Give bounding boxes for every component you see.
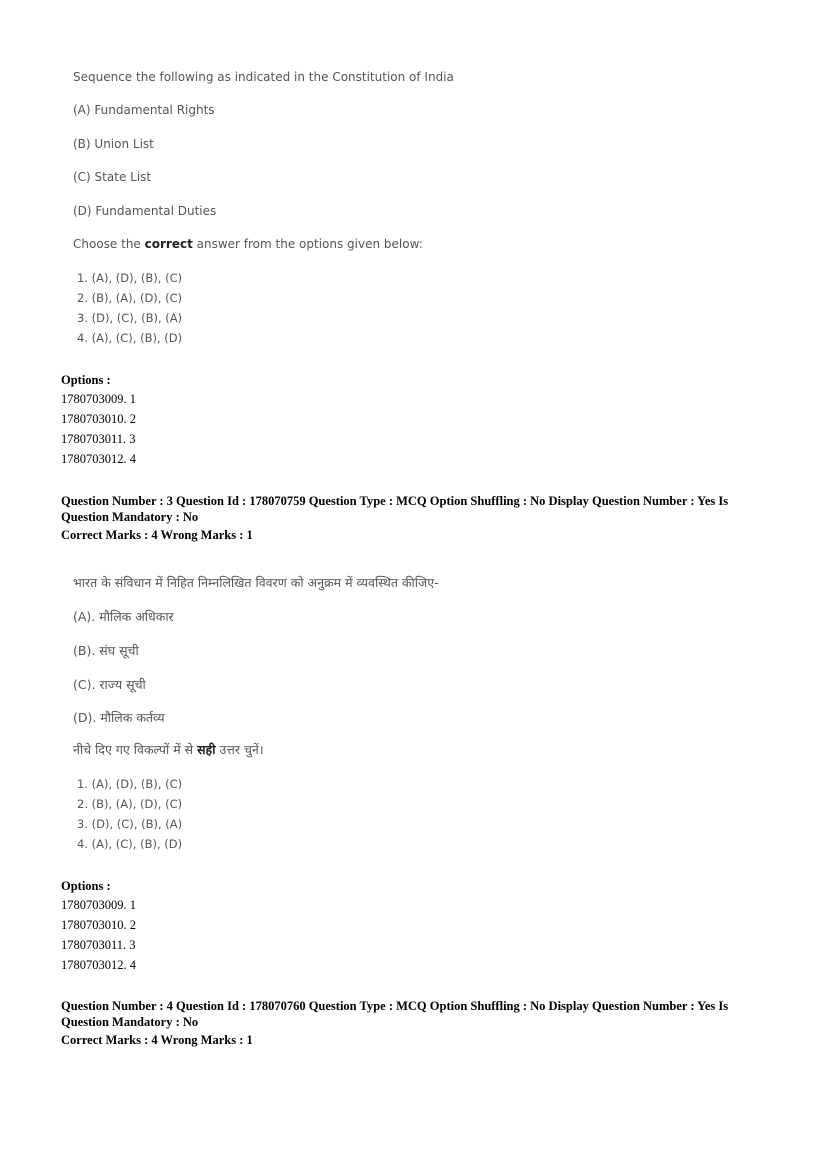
question-4-mandatory: Question Mandatory : No [61,1015,199,1029]
choose-bold: correct [144,237,193,251]
option-id: 1780703009. 1 [61,898,136,912]
option-id: 1780703011. 3 [61,432,136,446]
statement-c: (C) State List [73,170,152,184]
statement-b: (B). संघ सूची [73,643,139,658]
choose-bold: सही [197,742,216,757]
option-id: 1780703012. 4 [61,452,136,466]
option-id: 1780703010. 2 [61,412,136,426]
statement-a: (A). मौलिक अधिकार [73,609,174,624]
options-label: Options : [61,879,111,893]
option-id: 1780703012. 4 [61,958,136,972]
choice-2: 2. (B), (A), (D), (C) [77,797,183,811]
statement-c: (C). राज्य सूची [73,677,146,692]
choose-instruction [73,237,423,251]
question-3-marks: Correct Marks : 4 Wrong Marks : 1 [61,528,253,542]
choice-1: 1. (A), (D), (B), (C) [77,271,183,285]
question-stem: भारत के संविधान में निहित निम्नलिखित विवरण को अनुक्रम में व्यवस्थित कीजिए- [73,575,439,590]
choose-post: answer from the options given below: [192,237,423,251]
options-label: Options : [61,373,111,387]
question-3-mandatory: Question Mandatory : No [61,510,199,524]
option-id: 1780703010. 2 [61,918,136,932]
choose-instruction [73,741,264,758]
question-stem: Sequence the following as indicated in the Constitution of India [73,70,454,84]
choice-4: 4. (A), (C), (B), (D) [77,331,183,345]
statement-d: (D). मौलिक कर्तव्य [73,710,165,725]
choose-pre: Choose the [73,237,145,251]
question-4-marks: Correct Marks : 4 Wrong Marks : 1 [61,1033,253,1047]
question-3-meta: Question Number : 3 Question Id : 178070759 Question Type : MCQ Option Shuffling : No Display Question Number : Yes Is [61,494,729,508]
choice-3: 3. (D), (C), (B), (A) [77,817,183,831]
choose-pre: नीचे दिए गए विकल्पों में से [73,742,198,757]
choice-3: 3. (D), (C), (B), (A) [77,311,183,325]
statement-a: (A) Fundamental Rights [73,103,215,117]
choice-4: 4. (A), (C), (B), (D) [77,837,183,851]
choice-1: 1. (A), (D), (B), (C) [77,777,183,791]
statement-d: (D) Fundamental Duties [73,204,217,218]
choose-post: उत्तर चुनें। [215,742,264,757]
question-4-meta: Question Number : 4 Question Id : 178070760 Question Type : MCQ Option Shuffling : No Display Question Number : Yes Is [61,999,729,1013]
statement-b: (B) Union List [73,137,154,151]
option-id: 1780703009. 1 [61,392,136,406]
option-id: 1780703011. 3 [61,938,136,952]
choice-2: 2. (B), (A), (D), (C) [77,291,183,305]
